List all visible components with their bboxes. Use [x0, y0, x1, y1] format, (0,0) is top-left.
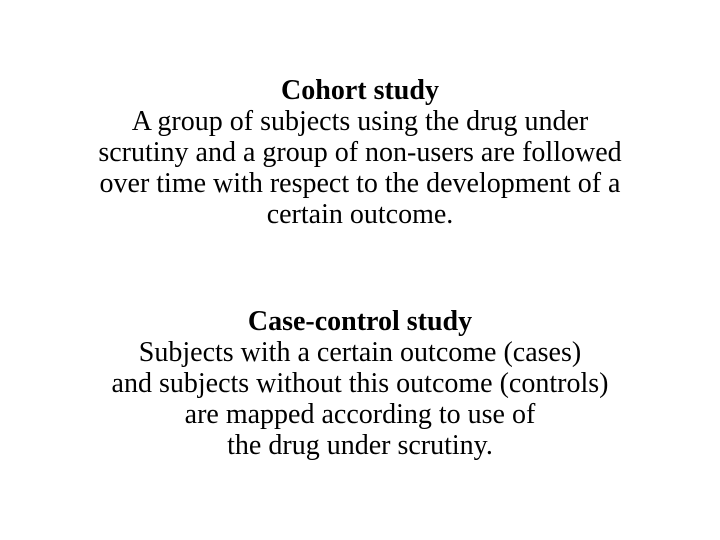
- case-control-study-line-4: the drug under scrutiny.: [227, 430, 493, 461]
- cohort-study-line-4: certain outcome.: [266, 199, 454, 230]
- case-control-study-line-2: and subjects without this outcome (controls): [111, 368, 609, 399]
- case-control-study-heading: Case-control study: [247, 306, 473, 337]
- cohort-study-heading: Cohort study: [281, 75, 439, 106]
- cohort-study-line-3: over time with respect to the development of a: [99, 168, 621, 199]
- case-control-study-line-3: are mapped according to use of: [184, 399, 536, 430]
- cohort-study-section: [40, 75, 680, 230]
- case-control-study-line-1: Subjects with a certain outcome (cases): [138, 337, 582, 368]
- cohort-study-line-1: A group of subjects using the drug under: [131, 106, 589, 137]
- case-control-study-section: [40, 306, 680, 461]
- cohort-study-line-2: scrutiny and a group of non-users are followed: [98, 137, 622, 168]
